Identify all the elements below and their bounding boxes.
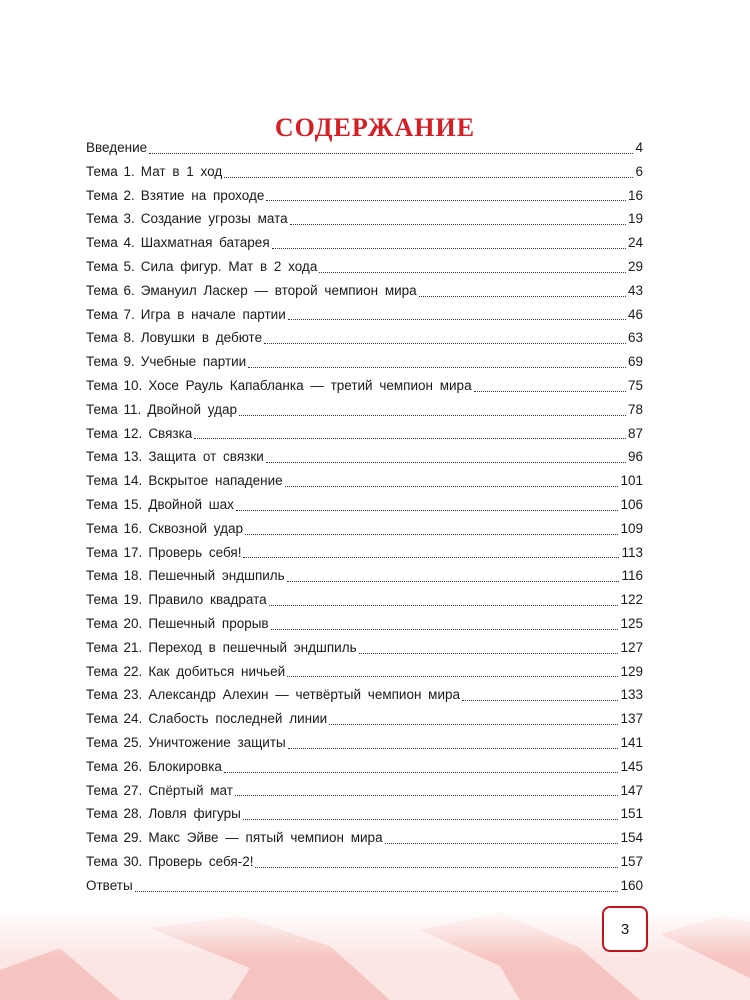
toc-topic-title: Спёртый мат <box>148 782 233 798</box>
toc-topic-number: Тема 9. <box>86 354 135 370</box>
toc-page-number: 109 <box>620 520 643 536</box>
toc-topic <box>86 802 241 826</box>
toc-topic-number: Тема 4. <box>86 235 135 251</box>
dot-leader <box>243 556 619 558</box>
toc-entry <box>86 398 643 422</box>
toc-topic <box>86 207 288 231</box>
toc-entry <box>86 184 643 208</box>
dot-leader <box>236 509 619 511</box>
toc-topic-title: Игра в начале партии <box>140 306 286 322</box>
toc-page-number: 137 <box>620 711 643 727</box>
toc-entry <box>86 588 643 612</box>
toc-page-number: 63 <box>627 330 643 346</box>
toc-topic-title: Учебные партии <box>140 354 247 370</box>
toc-topic-title: Ответы <box>86 877 133 893</box>
toc-topic-title: Взятие на проходе <box>140 187 265 203</box>
toc-topic-title: Ловля фигуры <box>148 806 241 822</box>
toc-topic-title: Ловушки в дебюте <box>140 330 263 346</box>
dot-leader <box>319 271 626 273</box>
toc-topic <box>86 374 472 398</box>
dot-leader <box>287 580 620 582</box>
toc-topic-title: Создание угрозы мата <box>140 211 288 227</box>
toc-topic <box>86 231 270 255</box>
toc-topic-title: Блокировка <box>148 758 222 774</box>
toc-topic-number: Тема 24. <box>86 711 143 727</box>
toc-topic <box>86 398 237 422</box>
toc-page-number: 101 <box>620 473 643 489</box>
dot-leader <box>266 461 626 463</box>
toc-page-number: 122 <box>620 592 643 608</box>
toc-topic <box>86 469 283 493</box>
toc-topic-number: Тема 17. <box>86 544 143 560</box>
toc-topic-title: Проверь себя! <box>148 544 242 560</box>
toc-topic-number: Тема 7. <box>86 306 135 322</box>
dot-leader <box>329 723 618 725</box>
toc-page-number: 145 <box>620 758 643 774</box>
toc-entry <box>86 564 643 588</box>
toc-topic-number: Тема 16. <box>86 520 143 536</box>
toc-entry <box>86 755 643 779</box>
toc-page-number: 29 <box>627 258 643 274</box>
dot-leader <box>194 437 626 439</box>
toc-page-number: 43 <box>627 282 643 298</box>
toc-topic-number: Тема 28. <box>86 806 143 822</box>
toc-entry <box>86 374 643 398</box>
toc-topic-number: Тема 12. <box>86 425 143 441</box>
toc-entry <box>86 136 643 160</box>
toc-topic <box>86 588 267 612</box>
dot-leader <box>385 842 619 844</box>
dot-leader <box>135 890 619 892</box>
toc-topic-title: Пешечный эндшпиль <box>148 568 285 584</box>
toc-entry <box>86 636 643 660</box>
toc-topic <box>86 184 264 208</box>
toc-page-number: 19 <box>627 211 643 227</box>
toc-topic-number: Тема 13. <box>86 449 143 465</box>
toc-entry <box>86 469 643 493</box>
toc-entry <box>86 707 643 731</box>
toc-topic <box>86 279 417 303</box>
toc-entry <box>86 279 643 303</box>
page-number-badge: 3 <box>602 906 648 952</box>
toc-topic <box>86 874 133 898</box>
dot-leader <box>235 794 619 796</box>
toc-topic <box>86 493 234 517</box>
toc-topic-number: Тема 30. <box>86 853 143 869</box>
toc-topic-title: Двойной шах <box>148 496 234 512</box>
toc-entry <box>86 779 643 803</box>
toc-topic <box>86 160 222 184</box>
toc-topic-number: Тема 27. <box>86 782 143 798</box>
toc-topic-title: Двойной удар <box>147 401 237 417</box>
dot-leader <box>359 652 619 654</box>
toc-topic-title: Мат в 1 ход <box>140 163 223 179</box>
toc-entry <box>86 160 643 184</box>
dot-leader <box>239 414 626 416</box>
toc-topic-title: Пешечный прорыв <box>148 615 269 631</box>
toc-page-number: 6 <box>635 163 643 179</box>
toc-topic <box>86 255 317 279</box>
toc-entry <box>86 731 643 755</box>
toc-topic-title: Уничтожение защиты <box>148 734 286 750</box>
toc-topic-title: Связка <box>148 425 193 441</box>
toc-entry <box>86 874 643 898</box>
toc-topic-number: Тема 21. <box>86 639 143 655</box>
toc-topic-number: Тема 1. <box>86 163 135 179</box>
dot-leader <box>288 318 626 320</box>
toc-topic-number: Тема 3. <box>86 211 135 227</box>
toc-entry <box>86 541 643 565</box>
toc-page-number: 69 <box>627 354 643 370</box>
dot-leader <box>272 247 626 249</box>
toc-topic-title: Макс Эйве — пятый чемпион мира <box>148 830 383 846</box>
dot-leader <box>266 199 626 201</box>
toc-topic <box>86 445 264 469</box>
toc-entry <box>86 255 643 279</box>
toc-topic-title: Переход в пешечный эндшпиль <box>148 639 357 655</box>
page-title: СОДЕРЖАНИЕ <box>274 113 476 143</box>
toc-topic <box>86 826 383 850</box>
toc-topic-number: Тема 25. <box>86 734 143 750</box>
toc-page-number: 96 <box>627 449 643 465</box>
toc-topic-title: Защита от связки <box>148 449 264 465</box>
toc-page-number: 157 <box>620 853 643 869</box>
toc-page-number: 46 <box>627 306 643 322</box>
toc-topic-number: Тема 5. <box>86 258 135 274</box>
toc-topic-title: Шахматная батарея <box>140 235 270 251</box>
toc-page-number: 75 <box>627 377 643 393</box>
toc-topic <box>86 660 285 684</box>
toc-entry <box>86 303 643 327</box>
toc-topic <box>86 422 192 446</box>
toc-page-number: 113 <box>621 544 643 560</box>
toc-topic <box>86 731 286 755</box>
toc-topic-number: Тема 8. <box>86 330 135 346</box>
table-of-contents <box>86 136 643 898</box>
toc-topic <box>86 850 253 874</box>
dot-leader <box>474 390 626 392</box>
toc-topic-number: Тема 26. <box>86 758 143 774</box>
toc-entry <box>86 517 643 541</box>
toc-topic-number: Тема 11. <box>86 401 142 417</box>
toc-entry <box>86 326 643 350</box>
toc-topic-number: Тема 15. <box>86 496 143 512</box>
toc-topic-number: Тема 20. <box>86 615 143 631</box>
toc-page-number: 129 <box>620 663 643 679</box>
toc-page-number: 125 <box>620 615 643 631</box>
toc-page-number: 154 <box>620 830 643 846</box>
toc-entry <box>86 683 643 707</box>
toc-entry <box>86 207 643 231</box>
toc-entry <box>86 350 643 374</box>
toc-topic-title: Как добиться ничьей <box>148 663 286 679</box>
toc-entry <box>86 493 643 517</box>
toc-topic-title: Введение <box>86 140 148 155</box>
toc-topic-number: Тема 23. <box>86 687 143 703</box>
toc-page-number: 127 <box>620 639 643 655</box>
toc-topic <box>86 517 243 541</box>
toc-page-number: 116 <box>621 568 643 584</box>
dot-leader <box>245 533 618 535</box>
toc-topic <box>86 303 286 327</box>
toc-page-number: 151 <box>620 806 643 822</box>
toc-topic-number: Тема 2. <box>86 187 135 203</box>
toc-topic-number: Тема 14. <box>86 473 143 489</box>
dot-leader <box>255 866 618 868</box>
dot-leader <box>224 176 633 178</box>
dot-leader <box>149 152 633 154</box>
toc-topic <box>86 136 147 160</box>
toc-topic-title: Сила фигур. Мат в 2 хода <box>140 258 318 274</box>
toc-topic-title: Александр Алехин — четвёртый чемпион мира <box>148 687 461 703</box>
toc-topic-title: Сквозной удар <box>148 520 243 536</box>
toc-entry <box>86 802 643 826</box>
toc-page-number: 106 <box>620 496 643 512</box>
toc-entry <box>86 445 643 469</box>
dot-leader <box>287 675 618 677</box>
dot-leader <box>224 771 619 773</box>
toc-page-number: 87 <box>627 425 643 441</box>
toc-entry <box>86 231 643 255</box>
toc-topic-title: Вскрытое нападение <box>148 473 283 489</box>
toc-topic-title: Правило квадрата <box>148 592 267 608</box>
toc-entry <box>86 850 643 874</box>
dot-leader <box>288 747 619 749</box>
toc-entry <box>86 660 643 684</box>
toc-entry <box>86 826 643 850</box>
toc-topic <box>86 564 285 588</box>
toc-page-number: 24 <box>627 235 643 251</box>
toc-topic <box>86 541 241 565</box>
dot-leader <box>290 223 626 225</box>
toc-page-number: 78 <box>627 401 643 417</box>
toc-topic-number: Тема 22. <box>86 663 143 679</box>
toc-topic-title: Слабость последней линии <box>148 711 328 727</box>
dot-leader <box>269 604 619 606</box>
toc-topic-number: Тема 18. <box>86 568 143 584</box>
toc-entry <box>86 612 643 636</box>
toc-page-number: 4 <box>635 140 643 155</box>
toc-topic <box>86 350 246 374</box>
toc-topic-number: Тема 19. <box>86 592 143 608</box>
dot-leader <box>264 342 626 344</box>
dot-leader <box>462 699 618 701</box>
toc-page-number: 147 <box>620 782 643 798</box>
dot-leader <box>271 628 619 630</box>
toc-entry <box>86 422 643 446</box>
toc-topic-number: Тема 10. <box>86 377 143 393</box>
toc-topic-title: Эмануил Ласкер — второй чемпион мира <box>140 282 417 298</box>
toc-page-number: 133 <box>620 687 643 703</box>
toc-page-number: 141 <box>620 734 643 750</box>
toc-topic <box>86 326 262 350</box>
toc-topic <box>86 707 327 731</box>
toc-topic <box>86 779 233 803</box>
toc-topic-title: Проверь себя-2! <box>148 853 254 869</box>
toc-topic <box>86 755 222 779</box>
toc-page-number: 16 <box>627 187 643 203</box>
toc-topic-number: Тема 29. <box>86 830 143 846</box>
toc-topic-title: Хосе Рауль Капабланка — третий чемпион мира <box>148 377 472 393</box>
dot-leader <box>419 295 626 297</box>
toc-topic-number: Тема 6. <box>86 282 135 298</box>
toc-topic <box>86 612 269 636</box>
toc-topic <box>86 683 460 707</box>
dot-leader <box>243 818 619 820</box>
dot-leader <box>248 366 626 368</box>
dot-leader <box>285 485 619 487</box>
toc-topic <box>86 636 357 660</box>
toc-page-number: 160 <box>620 877 643 893</box>
